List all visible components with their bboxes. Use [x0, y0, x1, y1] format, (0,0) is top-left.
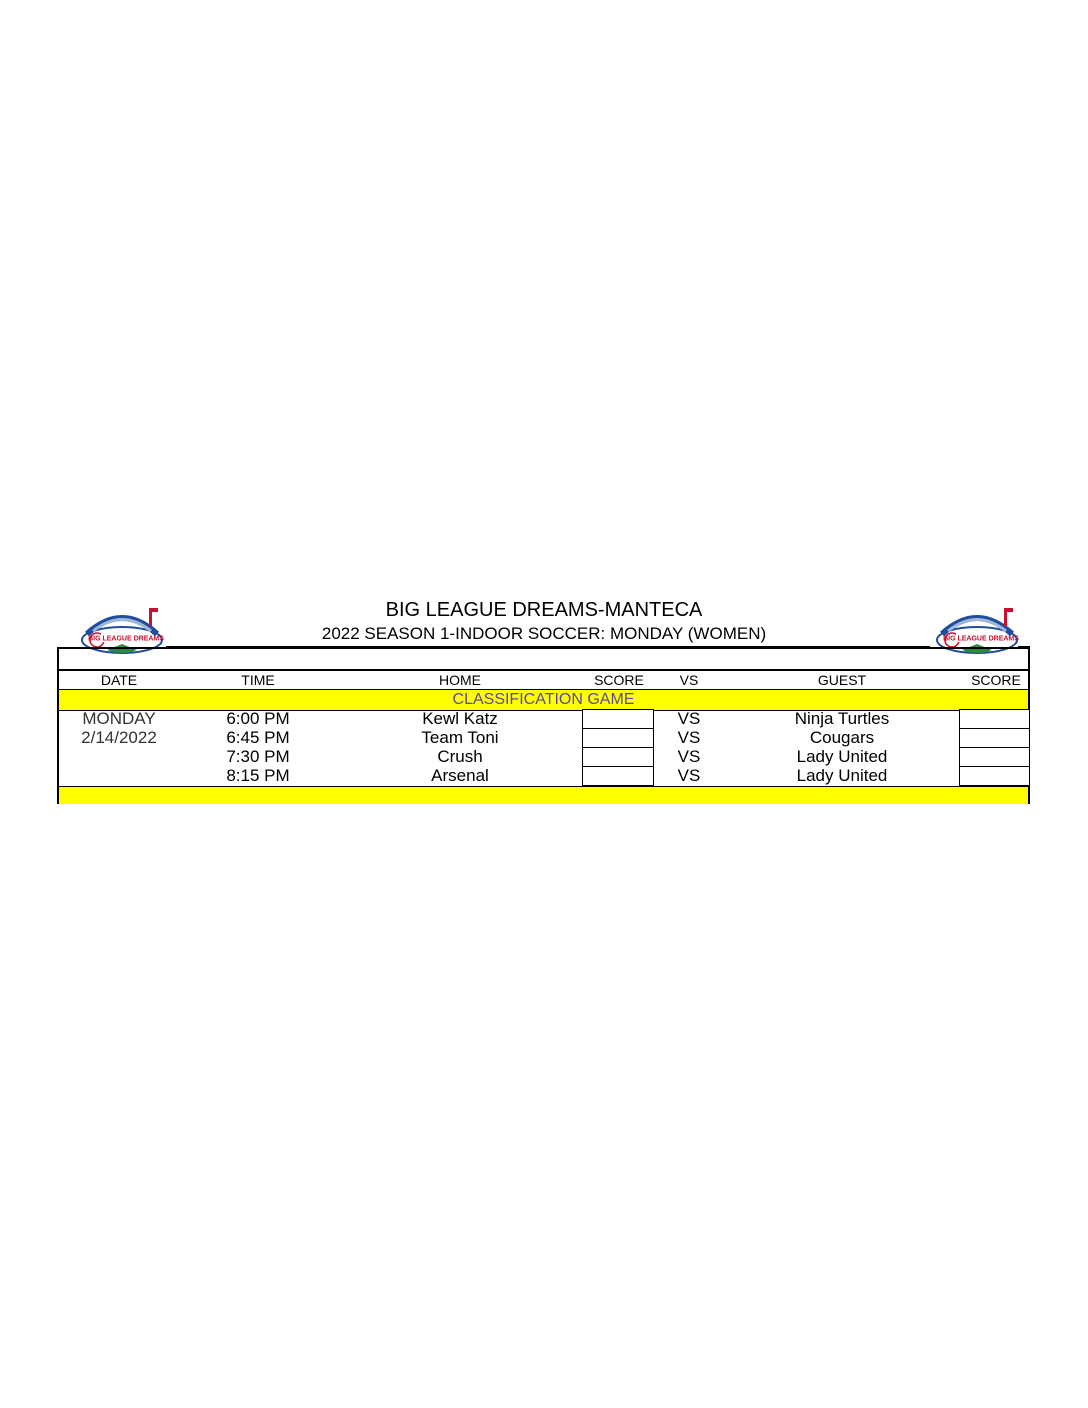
column-header-vs: VS [679, 672, 699, 688]
home-team: Arsenal [431, 766, 489, 785]
guest-score-box[interactable] [959, 728, 1030, 748]
guest-score-box[interactable] [959, 747, 1030, 767]
home-score-box[interactable] [582, 709, 654, 729]
page-subtitle: 2022 SEASON 1-INDOOR SOCCER: MONDAY (WOMEN) [321, 624, 767, 643]
home-score-box[interactable] [582, 747, 654, 767]
game-time: 8:15 PM [226, 766, 290, 785]
vs-label: VS [677, 747, 701, 766]
game-time: 6:45 PM [226, 728, 290, 747]
guest-team: Lady United [796, 766, 888, 785]
guest-score-box[interactable] [959, 709, 1030, 729]
home-score-box[interactable] [582, 728, 654, 748]
column-header-date: DATE [100, 672, 138, 688]
column-header-home: HOME [439, 672, 481, 688]
column-header-time: TIME [241, 672, 275, 688]
game-time: 6:00 PM [226, 709, 290, 728]
home-team: Crush [437, 747, 483, 766]
column-header-guest: GUEST [817, 672, 867, 688]
vs-label: VS [677, 766, 701, 785]
guest-score-box[interactable] [959, 766, 1030, 786]
svg-text:BIG LEAGUE DREAMS: BIG LEAGUE DREAMS [88, 635, 164, 643]
footer-band [59, 786, 1028, 804]
guest-team: Ninja Turtles [794, 709, 890, 728]
day-label: MONDAY [82, 709, 156, 728]
column-header-guest-score: SCORE [971, 672, 1021, 688]
svg-text:BIG LEAGUE DREAMS: BIG LEAGUE DREAMS [943, 635, 1019, 643]
vs-label: VS [677, 709, 701, 728]
header-divider [57, 669, 1030, 671]
home-team: Kewl Katz [422, 709, 498, 728]
section-band [59, 689, 1028, 711]
section-label: CLASSIFICATION GAME [452, 691, 635, 708]
guest-team: Lady United [796, 747, 888, 766]
home-team: Team Toni [421, 728, 499, 747]
date-label: 2/14/2022 [81, 728, 157, 747]
game-time: 7:30 PM [226, 747, 290, 766]
home-score-box[interactable] [582, 766, 654, 786]
page-title: BIG LEAGUE DREAMS-MANTECA [385, 599, 703, 621]
vs-label: VS [677, 728, 701, 747]
column-header-home-score: SCORE [594, 672, 644, 688]
guest-team: Cougars [809, 728, 875, 747]
